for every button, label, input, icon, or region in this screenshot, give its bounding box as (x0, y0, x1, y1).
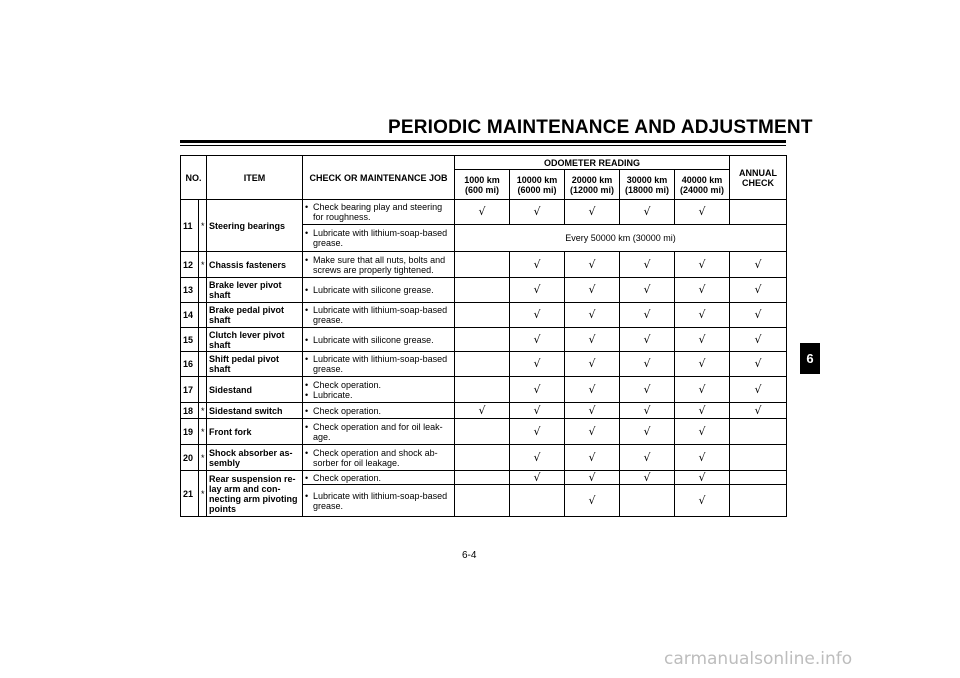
maintenance-table (180, 155, 787, 517)
table-row: • Lubricate with lithium-soap-based grease. Every 50000 km (30000 mi) (181, 225, 787, 252)
header-odometer: ODOMETER READING (455, 156, 730, 170)
header-interval-5: 40000 km (24000 mi) (675, 170, 730, 200)
table-row: 13 Brake lever pivot shaft • Lubricate with silicone grease. √ √ √ √ √ (181, 278, 787, 303)
title-rule-thin (180, 145, 786, 146)
table-row: 11 * Steering bearings • Check bearing play and steering for roughness. √ √ √ √ √ (181, 200, 787, 225)
table-row: 12 * Chassis fasteners • Make sure that all nuts, bolts and screws are properly tightened. √ √ √ √ √ (181, 252, 787, 278)
header-interval-1: 1000 km (600 mi) (455, 170, 510, 200)
table-row: 15 Clutch lever pivot shaft • Lubricate with silicone grease. √ √ √ √ √ (181, 328, 787, 352)
header-interval-3: 20000 km (12000 mi) (565, 170, 620, 200)
table-row: 18 * Sidestand switch • Check operation. √ √ √ √ √ √ (181, 403, 787, 419)
table-row: 17 Sidestand • Check operation. • Lubricate. √ √ √ √ √ (181, 377, 787, 403)
table-row: 16 Shift pedal pivot shaft • Lubricate with lithium-soap-based grease. √ √ √ √ √ (181, 352, 787, 377)
page-title: PERIODIC MAINTENANCE AND ADJUSTMENT (388, 117, 813, 138)
header-job: CHECK OR MAINTENANCE JOB (303, 156, 455, 200)
header-item: ITEM (207, 156, 303, 200)
header-interval-4: 30000 km (18000 mi) (620, 170, 675, 200)
chapter-tab: 6 (800, 343, 820, 374)
header-no: NO. (181, 156, 207, 200)
watermark: carmanualsonline.info (664, 649, 853, 669)
page-number: 6-4 (462, 550, 477, 561)
table-row: 21 * Rear suspension re-lay arm and con-necting arm pivoting points • Check operation. √ √ √ √ (181, 471, 787, 485)
table-row: 14 Brake pedal pivot shaft • Lubricate with lithium-soap-based grease. √ √ √ √ √ (181, 303, 787, 328)
interval-span: Every 50000 km (30000 mi) (455, 225, 787, 252)
header-annual: ANNUAL CHECK (730, 156, 787, 200)
table-row: • Lubricate with lithium-soap-based grease. √ √ (181, 485, 787, 517)
title-rule-thick (180, 140, 786, 143)
header-interval-2: 10000 km (6000 mi) (510, 170, 565, 200)
table-row: 19 * Front fork • Check operation and for oil leak-age. √ √ √ √ (181, 419, 787, 445)
table-row: 20 * Shock absorber as-sembly • Check operation and shock ab-sorber for oil leakage. √ √ √ √ (181, 445, 787, 471)
